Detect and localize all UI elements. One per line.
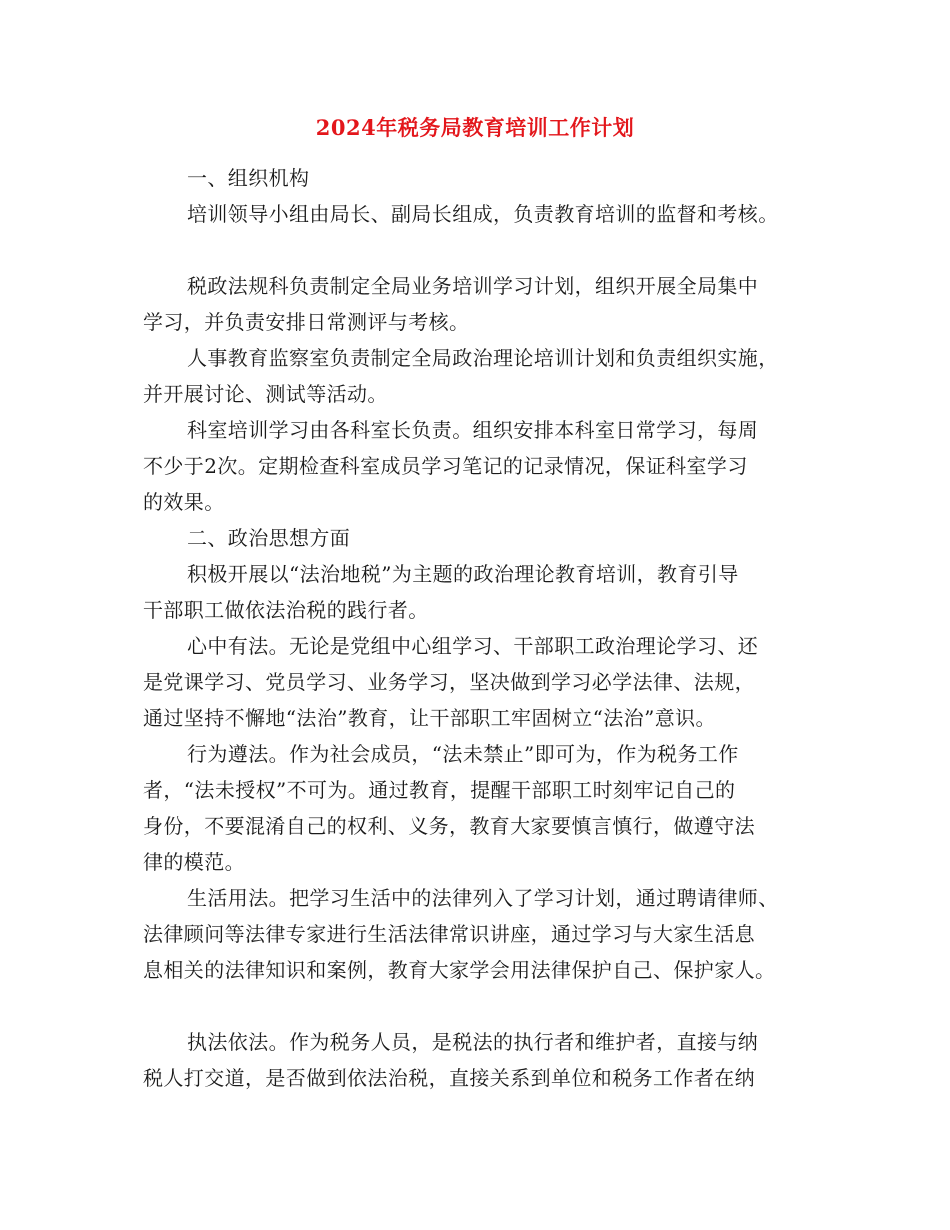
text-line: 律的模范。 [143,850,245,874]
document-body [143,160,803,1096]
text-line: 法律顾问等法律专家进行生活法律常识讲座，通过学习与大家生活息 [143,922,755,946]
blank-line [143,232,803,268]
text-line: 积极开展以“法治地税”为主题的政治理论教育培训，教育引导 [187,562,739,586]
text-line: 学习，并负责安排日常测评与考核。 [143,310,470,334]
text-line: 培训领导小组由局长、副局长组成，负责教育培训的监督和考核。 [187,202,779,226]
text-line: 人事教育监察室负责制定全局政治理论培训计划和负责组织实施， [187,346,779,370]
text-line: 二、政治思想方面 [187,526,351,550]
text-line: 是党课学习、党员学习、业务学习，坚决做到学习必学法律、法规， [143,670,755,694]
text-line: 并开展讨论、测试等活动。 [143,382,388,406]
text-line: 息相关的法律知识和案例，教育大家学会用法律保护自己、保护家人。 [143,958,776,982]
document-title: 2024年税务局教育培训工作计划 [315,115,635,140]
text-line: 行为遵法。作为社会成员，“法未禁止”即可为，作为税务工作 [187,742,739,766]
text-line: 税人打交道，是否做到依法治税，直接关系到单位和税务工作者在纳 [143,1066,755,1090]
text-line: 科室培训学习由各科室长负责。组织安排本科室日常学习，每周 [187,418,759,442]
text-line: 执法依法。作为税务人员，是税法的执行者和维护者，直接与纳 [187,1030,759,1054]
text-line: 干部职工做依法治税的践行者。 [143,598,429,622]
text-line: 一、组织机构 [187,166,310,190]
text-line: 不少于2次。定期检查科室成员学习笔记的记录情况，保证科室学习 [143,454,748,478]
text-line: 的效果。 [143,490,225,514]
text-line: 通过坚持不懈地“法治”教育，让干部职工牢固树立“法治”意识。 [143,706,716,730]
text-line: 生活用法。把学习生活中的法律列入了学习计划，通过聘请律师、 [187,886,779,910]
text-line: 身份，不要混淆自己的权利、义务，教育大家要慎言慎行，做遵守法 [143,814,755,838]
blank-line [143,988,803,1024]
text-line: 心中有法。无论是党组中心组学习、干部职工政治理论学习、还 [187,634,759,658]
text-line: 税政法规科负责制定全局业务培训学习计划，组织开展全局集中 [187,274,759,298]
text-line: 者，“法未授权”不可为。通过教育，提醒干部职工时刻牢记自己的 [143,778,736,802]
